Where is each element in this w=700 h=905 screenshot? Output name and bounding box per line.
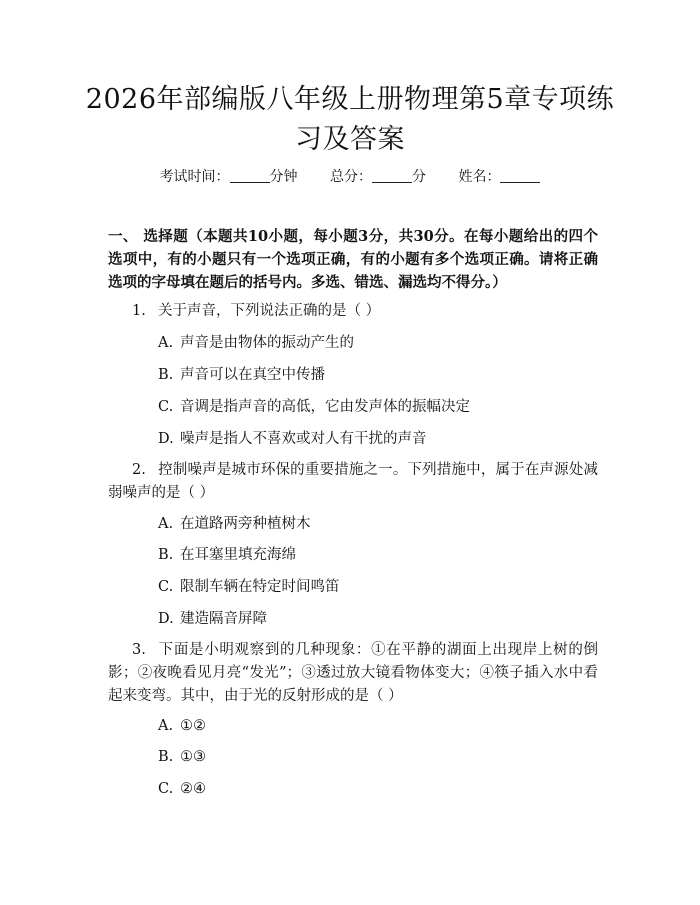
total-score-unit: 分 [412,169,426,185]
total-score [330,166,426,188]
option-text: 在耳塞里填充海绵 [180,547,296,563]
option-text: 音调是指声音的高低，它由发声体的振幅决定 [180,399,470,415]
option-text: ①② [180,718,206,734]
exam-time-label: 考试时间： [159,169,230,185]
option-1c [158,396,470,418]
question-number: 3. [132,642,146,658]
student-name [458,166,540,188]
question-2 [108,459,598,505]
option-2d [158,608,267,630]
document-title [60,80,640,160]
exam-time-unit: 分钟 [269,169,298,185]
option-text: ②④ [180,781,206,797]
option-letter: A. [158,335,174,351]
option-letter: C. [158,781,174,797]
option-letter: B. [158,749,174,765]
total-score-label: 总分： [330,169,372,185]
option-letter: B. [158,367,174,383]
option-letter: A. [158,718,174,734]
student-name-blank [500,168,540,183]
option-text: 噪声是指人不喜欢或对人有干扰的声音 [180,431,427,447]
option-3b [158,746,206,768]
option-1a [158,332,354,354]
question-number: 1. [132,303,146,319]
question-text: 控制噪声是城市环保的重要措施之一。下列措施中，属于在声源处减弱噪声的是（ ） [108,462,598,501]
title-line-1: 2026年部编版八年级上册物理第5章专项练 [85,84,615,115]
option-text: ①③ [180,749,206,765]
option-text: 限制车辆在特定时间鸣笛 [180,579,340,595]
option-letter: A. [158,516,174,532]
option-text: 在道路两旁种植树木 [180,516,311,532]
question-3 [108,639,598,708]
option-letter: D. [158,431,174,447]
option-2c [158,576,340,598]
option-3c [158,778,206,800]
title-line-2: 习及答案 [295,124,405,155]
option-text: 建造隔音屏障 [180,611,267,627]
option-letter: C. [158,579,174,595]
question-text: 下面是小明观察到的几种现象：①在平静的湖面上出现岸上树的倒影；②夜晚看见月亮“发光”；③透过放大镜看物体变大；④筷子插入水中看起来变弯。其中，由于光的反射形成的是（ ） [108,642,598,704]
option-text: 声音可以在真空中传播 [180,367,325,383]
option-2b [158,544,296,566]
exam-info-row [0,166,700,188]
question-number: 2. [132,462,146,478]
option-1b [158,364,325,386]
option-letter: B. [158,547,174,563]
option-letter: D. [158,611,174,627]
option-text: 声音是由物体的振动产生的 [180,335,354,351]
exam-time [160,166,298,188]
option-3a [158,715,206,737]
exam-time-blank [230,168,270,183]
option-2a [158,513,311,535]
question-text: 关于声音，下列说法正确的是（ ） [158,303,381,319]
section-heading: 一、 选择题（本题共10小题，每小题3分，共30分。在每小题给出的四个选项中，有的小题只有一个选项正确，有的小题有多个选项正确。请将正确选项的字母填在题后的括号内。多选、错选、漏选均不得分。） [108,228,598,291]
student-name-label: 姓名： [458,169,501,185]
option-letter: C. [158,399,174,415]
question-1 [108,300,598,323]
option-1d [158,428,427,450]
total-score-blank [372,168,412,183]
